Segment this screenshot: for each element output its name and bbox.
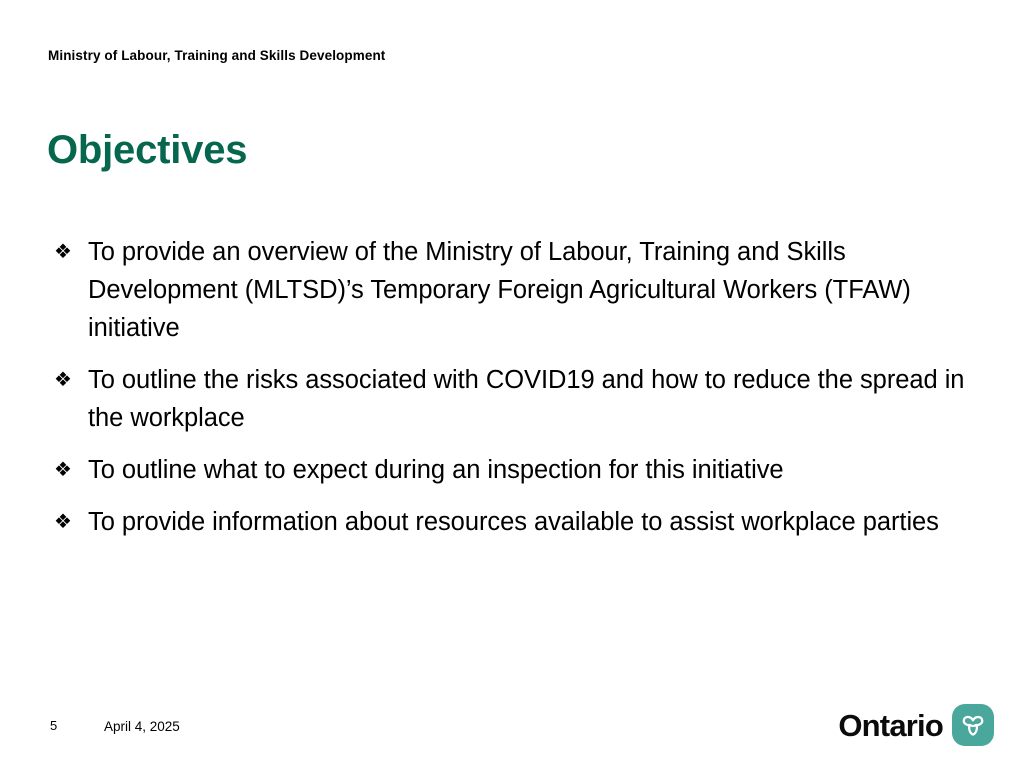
trillium-icon xyxy=(952,704,994,746)
ontario-logo xyxy=(838,704,994,746)
list-item-text: To outline the risks associated with COVID19 and how to reduce the spread in the workplace xyxy=(88,366,965,432)
list-item xyxy=(48,361,984,437)
diamond-bullet-icon: ❖ xyxy=(54,369,72,391)
list-item xyxy=(48,451,984,489)
slide-number: 5 xyxy=(50,718,58,733)
list-item-text: To outline what to expect during an inspection for this initiative xyxy=(88,456,784,484)
ministry-eyebrow-text: Ministry of Labour, Training and Skills Development xyxy=(48,48,386,63)
list-item-text: To provide information about resources available to assist workplace parties xyxy=(88,508,939,536)
footer-date: April 4, 2025 xyxy=(104,718,180,734)
page-title: Objectives xyxy=(47,127,248,172)
ontario-wordmark: Ontario xyxy=(838,707,943,743)
diamond-bullet-icon: ❖ xyxy=(54,459,72,481)
bullet-list xyxy=(48,233,984,541)
list-item xyxy=(48,503,984,541)
list-item-text: To provide an overview of the Ministry of Labour, Training and Skills Development (MLTSD)’s Temporary Foreign Agricultural Workers (TFAW) initiative xyxy=(88,238,911,342)
diamond-bullet-icon: ❖ xyxy=(54,241,72,263)
diamond-bullet-icon: ❖ xyxy=(54,511,72,533)
list-item xyxy=(48,233,984,347)
